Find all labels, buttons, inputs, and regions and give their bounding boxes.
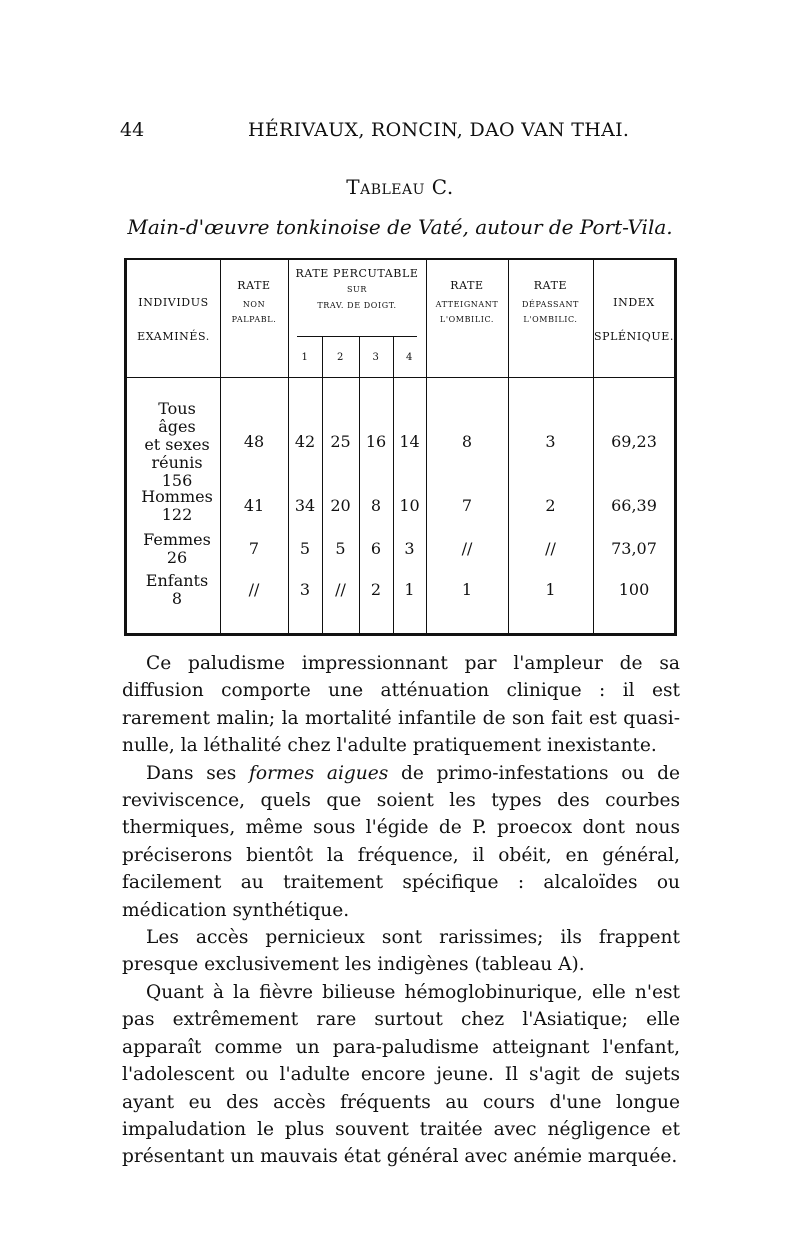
subheader-rule: [297, 336, 417, 337]
table-subtitle: Main-d'œuvre tonkinoise de Vaté, autour de Port-Vila.: [127, 215, 673, 239]
cell: 2: [370, 580, 382, 599]
header-index-splenique: INDEX SPLÉNIQUE.: [593, 296, 675, 343]
cell: 69,23: [611, 432, 657, 451]
cell: 20: [330, 496, 351, 515]
table-title: Tableau C.: [346, 175, 454, 199]
header-individus: INDIVIDUS EXAMINÉS.: [137, 296, 210, 343]
cell: 3: [545, 432, 556, 451]
cell: 73,07: [611, 539, 657, 558]
cell: 7: [248, 539, 260, 558]
cell: 8: [461, 432, 473, 451]
cell: 10: [399, 496, 420, 515]
header-rate-atteignant: RATE ATTEIGNANT L'OMBILIC.: [435, 279, 499, 325]
cell: 48: [243, 432, 265, 451]
cell: 66,39: [611, 496, 657, 515]
cell: 3: [404, 539, 415, 558]
body-text: [122, 650, 680, 1171]
paragraph: Ce paludisme impressionnant par l'ampleur de sa diffusion comporte une atténuation clinique : il est rarement malin; la mortalité infantile de son fait est quasi-nulle, la léthalité chez l'adulte pratiquement inexistante.: [122, 653, 680, 757]
cell: //: [461, 539, 473, 558]
header-rate-depassant: RATE DÉPASSANT L'OMBILIC.: [521, 279, 579, 325]
row-label-enfants: Enfants 8: [145, 571, 209, 608]
cell: //: [545, 539, 556, 558]
subheader-3: 3: [372, 352, 380, 363]
page-number: 44: [120, 119, 145, 141]
data-table: [124, 258, 677, 636]
running-head: HÉRIVAUX, RONCIN, DAO VAN THAI.: [248, 119, 630, 141]
cell: 3: [299, 580, 311, 599]
page-header: [120, 119, 680, 149]
cell: 100: [618, 580, 650, 599]
cell: 1: [461, 580, 473, 599]
header-rule: [127, 377, 674, 378]
cell: 14: [399, 432, 420, 451]
cell: //: [335, 580, 346, 599]
row-label-hommes: Hommes 122: [141, 487, 213, 524]
paragraph: Quant à la fièvre bilieuse hémoglobinurique, elle n'est pas extrêmement rare surtout chez l'Asiatique; elle apparaît comme un para-paludisme atteignant l'enfant, l'adolescent ou l'adulte encore jeune. Il s'agit de sujets ayant eu des accès fréquents au cours d'une longue impaludation le plus souvent traitée avec négligence et présentant un mauvais état général avec anémie marquée.: [122, 981, 680, 1168]
cell: 5: [299, 539, 311, 558]
paragraph: Les accès pernicieux sont rarissimes; ils frappent presque exclusivement les indigènes (tableau A).: [122, 927, 680, 976]
cell: 2: [545, 496, 556, 515]
cell: 16: [365, 432, 387, 451]
cell: 7: [461, 496, 473, 515]
cell: 1: [545, 580, 556, 599]
cell: 5: [335, 539, 346, 558]
subheader-4: 4: [406, 352, 413, 363]
cell: 34: [294, 496, 316, 515]
cell: 1: [404, 580, 415, 599]
cell: 25: [330, 432, 351, 451]
cell: 8: [370, 496, 382, 515]
cell: 41: [243, 496, 265, 515]
cell: 42: [294, 432, 316, 451]
subheader-1: 1: [301, 352, 309, 363]
header-rate-percutable: RATE PERCUTABLE SUR TRAV. DE DOIGT.: [295, 267, 419, 310]
cell: //: [248, 580, 260, 599]
paragraph: Dans ses formes aigues de primo-infestations ou de reviviscence, quels que soient les types des courbes thermiques, même sous l'égide de P. proecox dont nous préciserons bientôt la fréquence, il obéit, en général, facilement au traitement spécifique : alcaloïdes ou médication synthétique.: [122, 762, 681, 921]
header-rate-non-palpable: RATE NON PALPABL.: [231, 279, 277, 325]
row-label-tous: Tous âges et sexes réunis 156: [144, 399, 210, 490]
row-label-femmes: Femmes 26: [143, 530, 211, 567]
cell: 6: [370, 539, 382, 558]
subheader-2: 2: [337, 352, 344, 363]
